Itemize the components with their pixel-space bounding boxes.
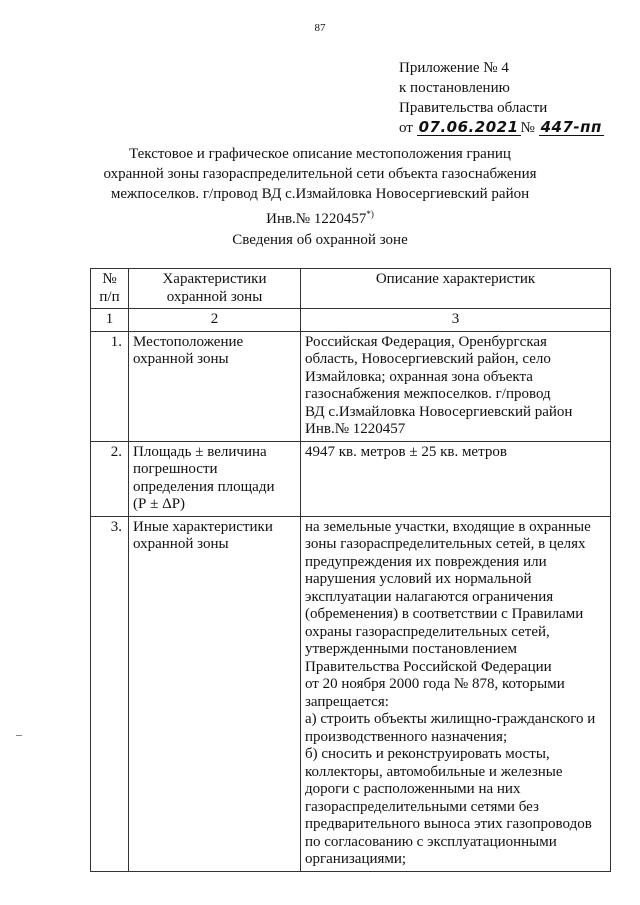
title-line-4 [60, 204, 580, 229]
index-cell-3: 3 [301, 309, 611, 332]
header-characteristics [129, 269, 301, 309]
desc-line: Правительства Российской Федерации [305, 658, 552, 675]
table-row [91, 331, 611, 441]
desc-line: на земельные участки, входящие в охранные [305, 518, 591, 535]
desc-line: запрещается: [305, 693, 389, 710]
header-description: Описание характеристик [301, 269, 611, 309]
table-index-row [91, 309, 611, 332]
appendix-line-3: Правительства области [399, 100, 548, 116]
header-num [91, 269, 129, 309]
protection-zone-table [90, 268, 611, 872]
char-line: Площадь ± величина [133, 443, 267, 460]
footnote-mark: *) [366, 209, 374, 219]
title-line-2: охранной зоны газораспределительной сети объекта газоснабжения [103, 166, 537, 182]
table-row [91, 441, 611, 516]
appendix-date-line [399, 118, 604, 138]
section-title: Сведения об охранной зоне [232, 232, 408, 248]
from-label: от [399, 120, 413, 136]
number-label: № [520, 120, 535, 136]
desc-line: нарушения условий их нормальной [305, 571, 532, 587]
desc-line: охраны газораспределительных сетей, [305, 623, 550, 640]
desc-line: производственного назначения; [305, 728, 508, 745]
desc-line: область, Новосергиевский район, село [305, 351, 551, 367]
inventory-number: Инв.№ 1220457 [266, 211, 367, 227]
desc-line: а) строить объекты жилищно-гражданского и [305, 711, 596, 727]
handwritten-date: 07.06.2021 [418, 118, 519, 136]
char-line: Местоположение [133, 333, 244, 350]
desc-line: по согласованию с эксплуатационными [305, 833, 557, 850]
index-cell-1: 1 [91, 309, 129, 332]
char-line: погрешности [133, 461, 218, 477]
char-line: охранной зоны [133, 351, 229, 367]
desc-line: Инв.№ 1220457 [305, 421, 406, 437]
desc-line: от 20 ноября 2000 года № 878, которыми [305, 676, 565, 692]
appendix-line-1: Приложение № 4 [399, 60, 509, 76]
desc-line: Измайловка; охранная зона объекта [305, 368, 533, 385]
handwritten-number: 447-пп [540, 118, 602, 136]
desc-line: (обременения) в соответствии с Правилами [305, 606, 584, 622]
desc-line: эксплуатации налагаются ограничения [305, 588, 554, 605]
char-line: (Р ± ΔР) [133, 496, 186, 512]
desc-line: предупреждения их повреждения или [305, 553, 547, 570]
desc-line: утвержденными постановлением [305, 641, 517, 657]
char-line: Иные характеристики [133, 518, 273, 535]
header-num-line-1: № [102, 271, 117, 287]
desc-line: организациями; [305, 851, 407, 867]
desc-line: коллекторы, автомобильные и железные [305, 763, 563, 780]
table-header-row [91, 269, 611, 309]
char-line: охранной зоны [133, 536, 229, 552]
desc-line: ВД с.Измайловка Новосергиевский район [305, 403, 573, 420]
row-number: 3. [91, 516, 129, 871]
desc-line: газоснабжения межпоселков. г/провод [305, 386, 551, 402]
desc-line: газораспределительными сетями без [305, 798, 539, 815]
row-characteristic [129, 441, 301, 516]
appendix-block [399, 58, 604, 138]
row-description [301, 516, 611, 871]
page-number: 87 [314, 22, 326, 34]
desc-line: б) сносить и реконструировать мосты, [305, 746, 550, 762]
margin-mark [16, 735, 22, 736]
document-title [60, 144, 580, 229]
title-line-1: Текстовое и графическое описание местоположения границ [129, 146, 511, 162]
row-description [301, 441, 611, 516]
desc-line: 4947 кв. метров ± 25 кв. метров [305, 443, 507, 460]
row-characteristic [129, 516, 301, 871]
title-line-3: межпоселков. г/провод ВД с.Измайловка Новосергиевский район [110, 186, 530, 202]
desc-line: Российская Федерация, Оренбургская [305, 333, 547, 350]
table-row [91, 516, 611, 871]
header-char-line-1: Характеристики [162, 271, 267, 287]
index-cell-2: 2 [129, 309, 301, 332]
row-characteristic [129, 331, 301, 441]
header-char-line-2: охранной зоны [166, 288, 263, 305]
header-num-line-2: п/п [99, 288, 120, 305]
desc-line: зоны газораспределительных сетей, в целях [305, 536, 586, 552]
desc-line: дороги с расположенными на них [305, 781, 521, 797]
char-line: определения площади [133, 478, 275, 495]
row-number: 1. [91, 331, 129, 441]
row-number: 2. [91, 441, 129, 516]
row-description [301, 331, 611, 441]
desc-line: предварительного выноса этих газопроводов [305, 816, 592, 832]
appendix-line-2: к постановлению [399, 80, 510, 96]
